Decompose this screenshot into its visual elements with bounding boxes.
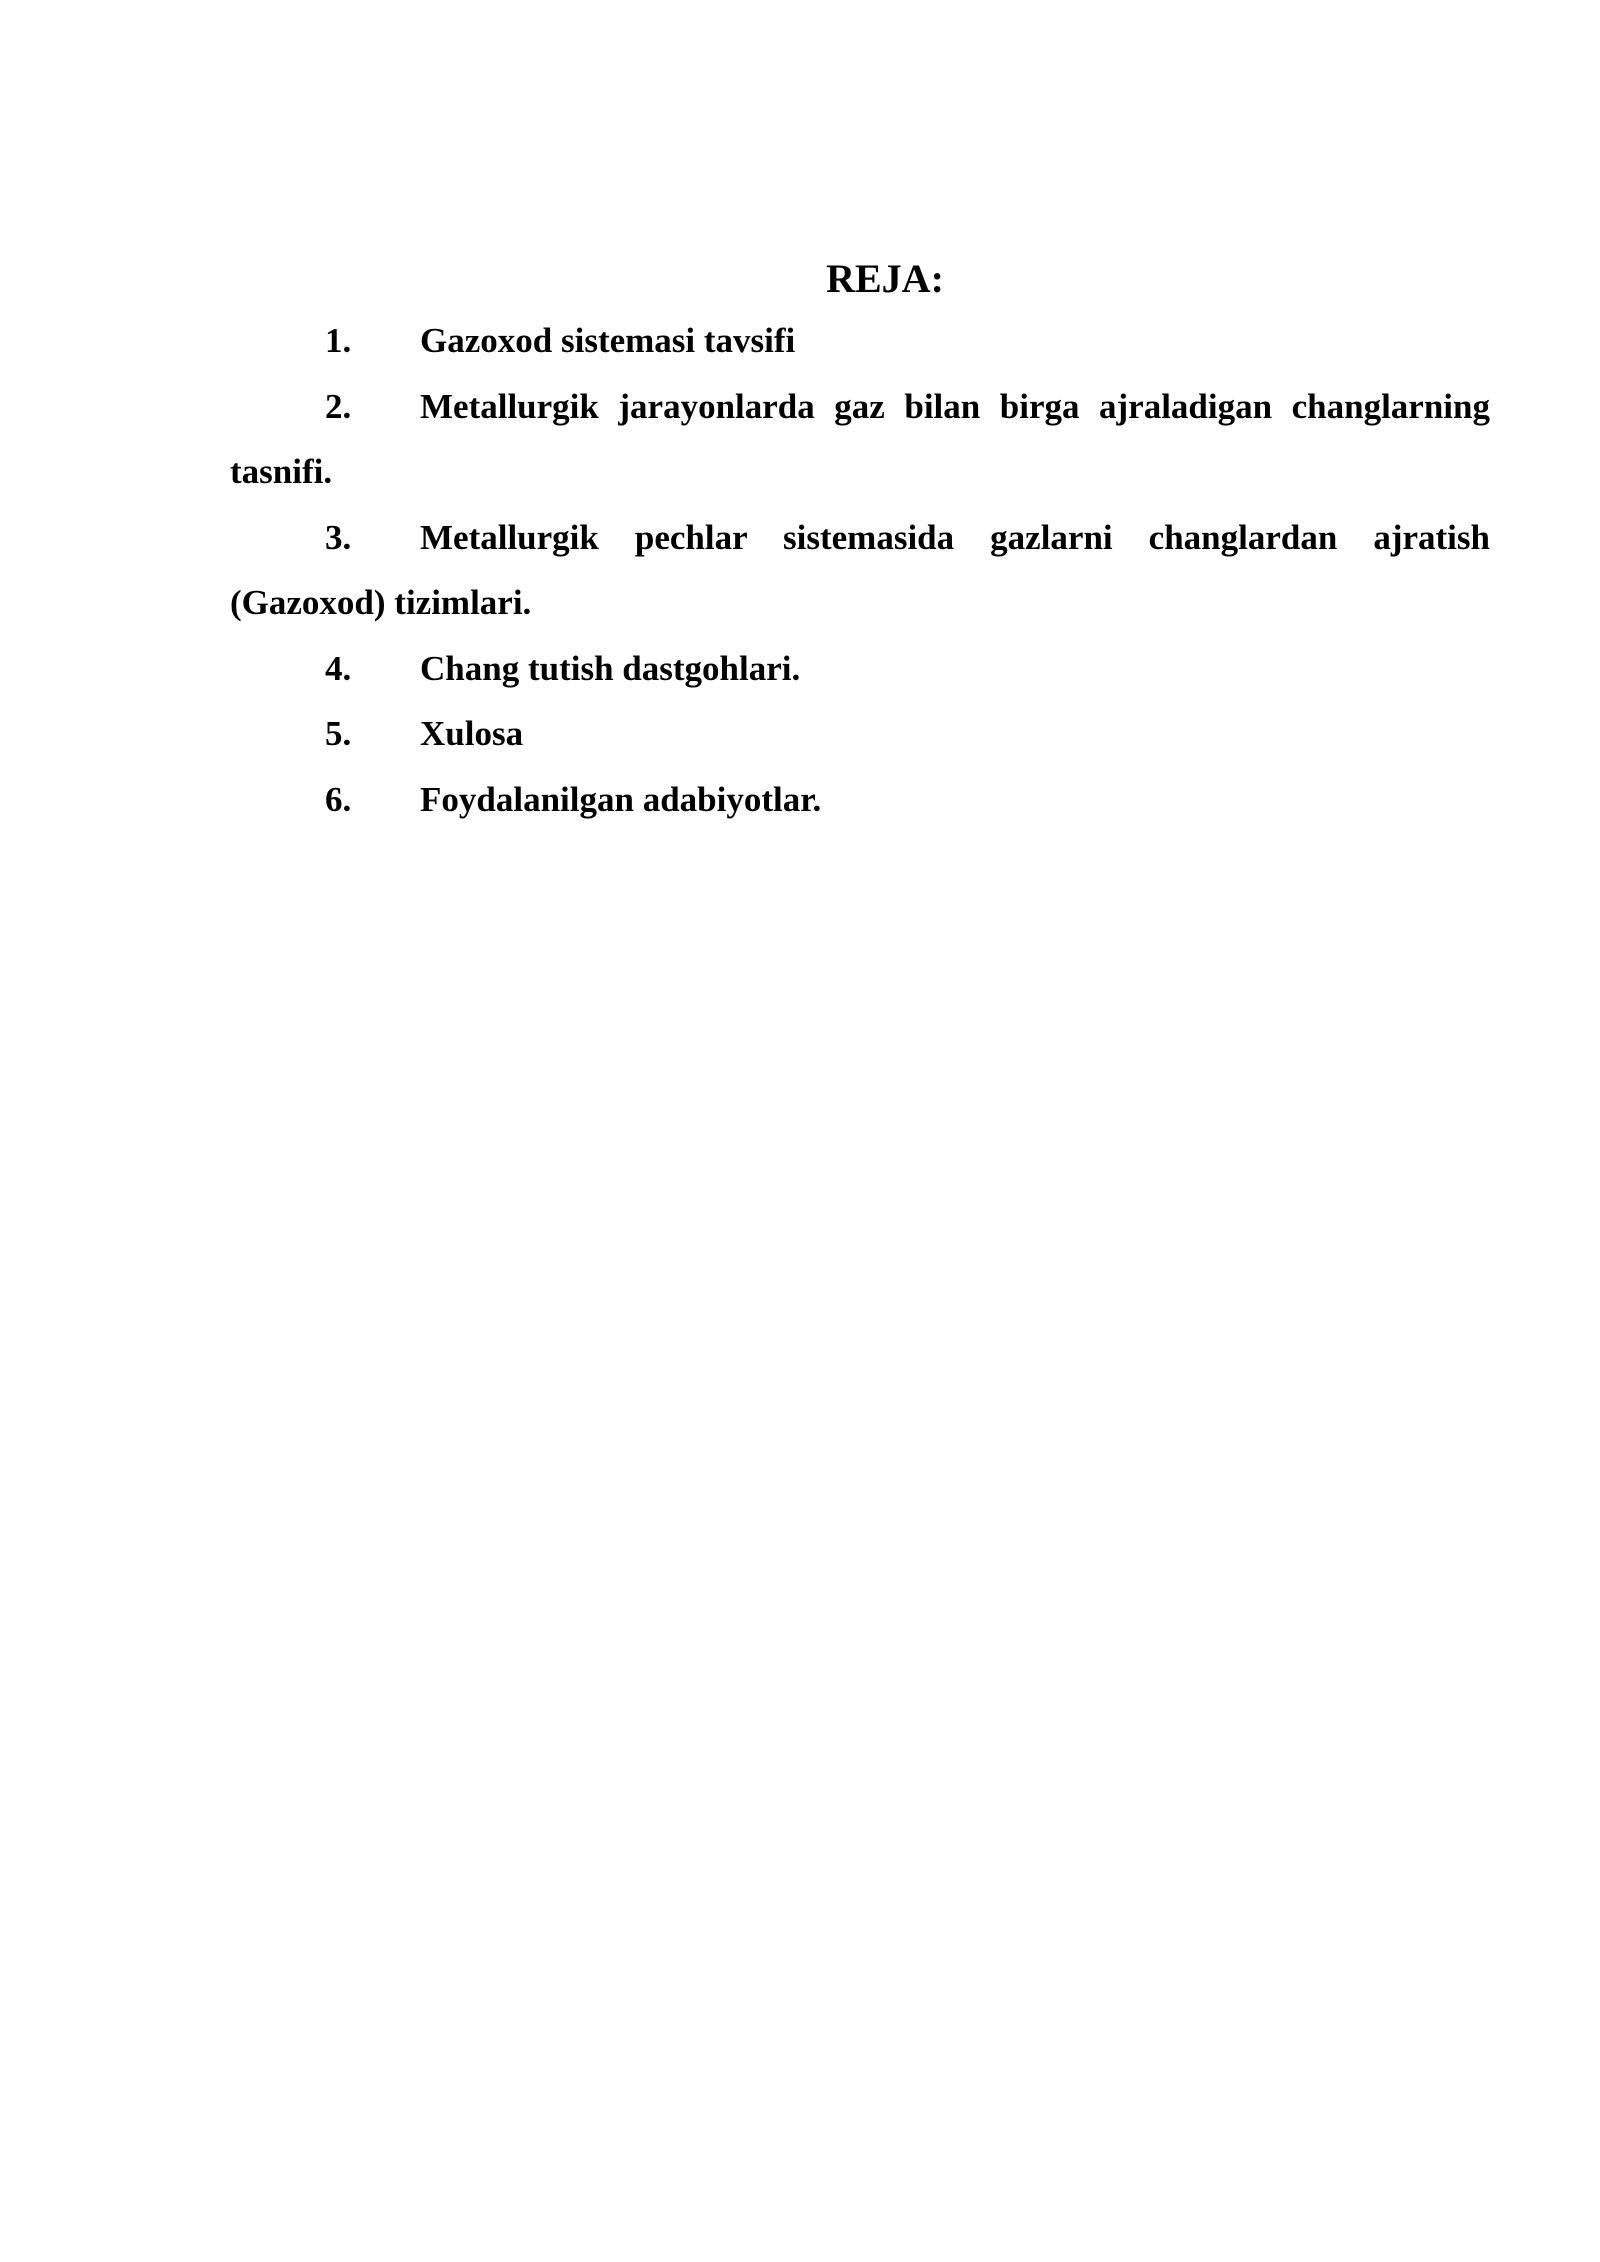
- plan-item-number: 6.: [325, 779, 352, 819]
- plan-item-2: [230, 374, 1490, 505]
- plan-item-number: 3.: [325, 517, 352, 557]
- plan-item-3: [230, 505, 1490, 636]
- plan-item-text: Foydalanilgan adabiyotlar.: [420, 779, 822, 819]
- plan-item-number: 1.: [325, 321, 352, 360]
- plan-item-5: [230, 701, 1490, 767]
- page-title: REJA:: [826, 256, 944, 301]
- plan-item-text: Gazoxod sistemasi tavsifi: [420, 321, 796, 360]
- plan-item-text: Chang tutish dastgohlari.: [420, 648, 801, 688]
- plan-item-6: [230, 767, 1490, 833]
- plan-item-text: Metallurgik pechlar sistemasida gazlarni changlardan ajratish (Gazoxod) tizimlari.: [230, 517, 1490, 622]
- plan-item-1: [230, 308, 1490, 374]
- document-content: [230, 250, 1490, 832]
- plan-item-text: Xulosa: [420, 714, 524, 753]
- plan-item-4: [230, 636, 1490, 702]
- plan-item-number: 2.: [325, 386, 352, 426]
- plan-item-number: 4.: [325, 648, 352, 688]
- plan-item-text: Metallurgik jarayonlarda gaz bilan birga ajraladigan changlarning tasnifi.: [230, 386, 1490, 491]
- plan-item-number: 5.: [325, 714, 352, 753]
- plan-list: [230, 308, 1490, 832]
